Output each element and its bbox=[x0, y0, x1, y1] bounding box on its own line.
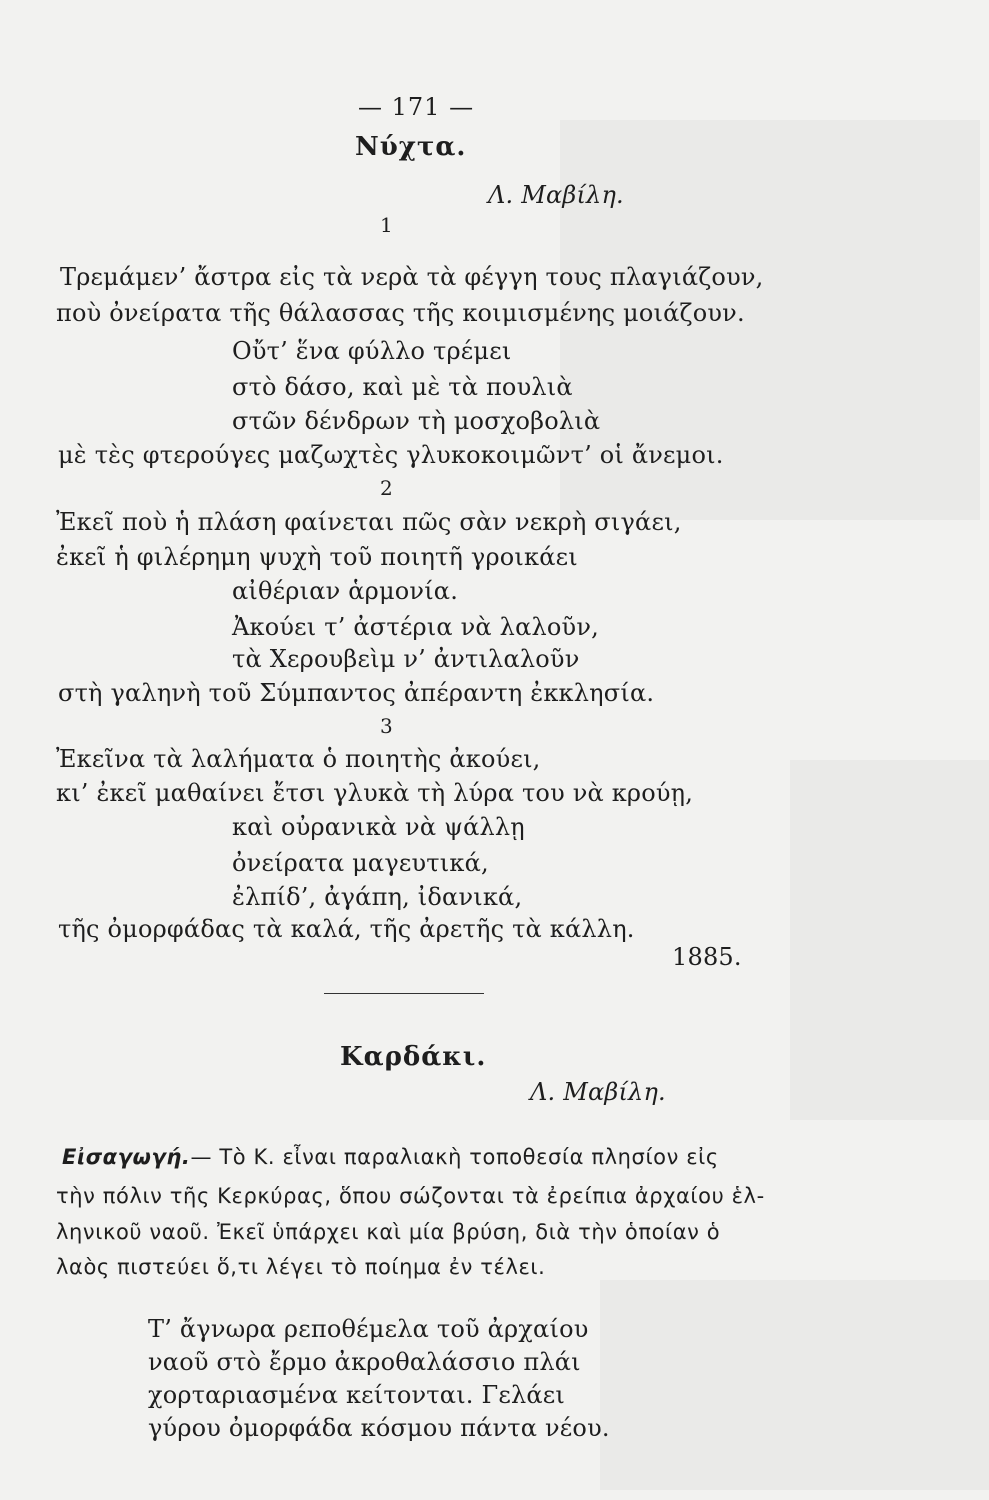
intro-line: ληνικοῦ ναοῦ. Ἐκεῖ ὑπάρχει καὶ μία βρύση, διὰ τὴν ὁποίαν ὁ bbox=[56, 1220, 721, 1244]
poem-title: Νύχτα. bbox=[355, 132, 467, 162]
poem-line: τῆς ὀμορφάδας τὰ καλά, τῆς ἀρετῆς τὰ κάλλη. bbox=[58, 915, 635, 943]
poem-line: ἐκεῖ ἡ φιλέρημη ψυχὴ τοῦ ποιητῆ γροικάει bbox=[56, 543, 578, 571]
stanza-number: 2 bbox=[380, 476, 393, 500]
poem-line: ποὺ ὀνείρατα τῆς θάλασσας τῆς κοιμισμένης μοιάζουν. bbox=[56, 299, 745, 327]
poem-line: ναοῦ στὸ ἔρμο ἀκροθαλάσσιο πλάι bbox=[148, 1348, 581, 1376]
stanza-number: 1 bbox=[380, 213, 393, 237]
poem-line: Ἐκεῖνα τὰ λαλήματα ὁ ποιητὴς ἀκούει, bbox=[56, 745, 541, 773]
poem-line: Τ’ ἄγνωρα ρεποθέμελα τοῦ ἀρχαίου bbox=[148, 1315, 589, 1343]
section-divider bbox=[324, 993, 484, 994]
poem-author: Λ. Μαβίλη. bbox=[488, 181, 624, 209]
bleed-through-shadow bbox=[790, 760, 989, 1120]
poem-line: στὸ δάσο, καὶ μὲ τὰ πουλιὰ bbox=[232, 373, 573, 401]
poem-title: Καρδάκι. bbox=[340, 1042, 487, 1072]
poem-line: Τρεμάμεν’ ἄστρα εἰς τὰ νερὰ τὰ φέγγη τους πλαγιάζουν, bbox=[60, 263, 764, 291]
poem-line: χορταριασμένα κείτονται. Γελάει bbox=[148, 1381, 566, 1409]
poem-line: ὀνείρατα μαγευτικά, bbox=[232, 849, 489, 877]
bleed-through-shadow bbox=[600, 1280, 989, 1490]
page-number: — 171 — bbox=[358, 93, 475, 121]
poem-line: αἰθέριαν ἁρμονία. bbox=[232, 577, 459, 605]
poem-line: στὴ γαληνὴ τοῦ Σύμπαντος ἀπέραντη ἐκκλησία. bbox=[58, 679, 655, 707]
poem-line: τὰ Χερουβεὶμ ν’ ἀντιλαλοῦν bbox=[232, 645, 580, 673]
poem-line: καὶ οὐρανικὰ νὰ ψάλλῃ bbox=[232, 813, 525, 841]
intro-line: τὴν πόλιν τῆς Κερκύρας, ὅπου σώζονται τὰ ἐρείπια ἀρχαίου ἑλ- bbox=[56, 1184, 765, 1208]
poem-line: Οὔτ’ ἕνα φύλλο τρέμει bbox=[232, 337, 512, 365]
intro-label: Εἰσαγωγή. bbox=[62, 1145, 191, 1169]
poem-line: γύρου ὀμορφάδα κόσμου πάντα νέου. bbox=[148, 1414, 610, 1442]
poem-line: κι’ ἐκεῖ μαθαίνει ἔτσι γλυκὰ τὴ λύρα του νὰ κρούῃ, bbox=[56, 779, 694, 807]
intro-line: λαὸς πιστεύει ὅ,τι λέγει τὸ ποίημα ἐν τέλει. bbox=[56, 1255, 546, 1279]
stanza-number: 3 bbox=[380, 714, 393, 738]
poem-year: 1885. bbox=[672, 943, 742, 971]
poem-line: μὲ τὲς φτερούγες μαζωχτὲς γλυκοκοιμῶντ’ οἱ ἄνεμοι. bbox=[58, 441, 724, 469]
intro-line bbox=[62, 1142, 719, 1172]
intro-text: — Τὸ Κ. εἶναι παραλιακὴ τοποθεσία πλησίον εἰς bbox=[190, 1145, 719, 1169]
poem-author: Λ. Μαβίλη. bbox=[530, 1078, 666, 1106]
poem-line: στῶν δένδρων τὴ μοσχοβολιὰ bbox=[232, 407, 601, 435]
poem-line: ἐλπίδ’, ἀγάπη, ἰδανικά, bbox=[232, 883, 523, 911]
poem-line: Ἐκεῖ ποὺ ἡ πλάση φαίνεται πῶς σὰν νεκρὴ σιγάει, bbox=[56, 508, 682, 536]
poem-line: Ἀκούει τ’ ἀστέρια νὰ λαλοῦν, bbox=[232, 613, 599, 641]
